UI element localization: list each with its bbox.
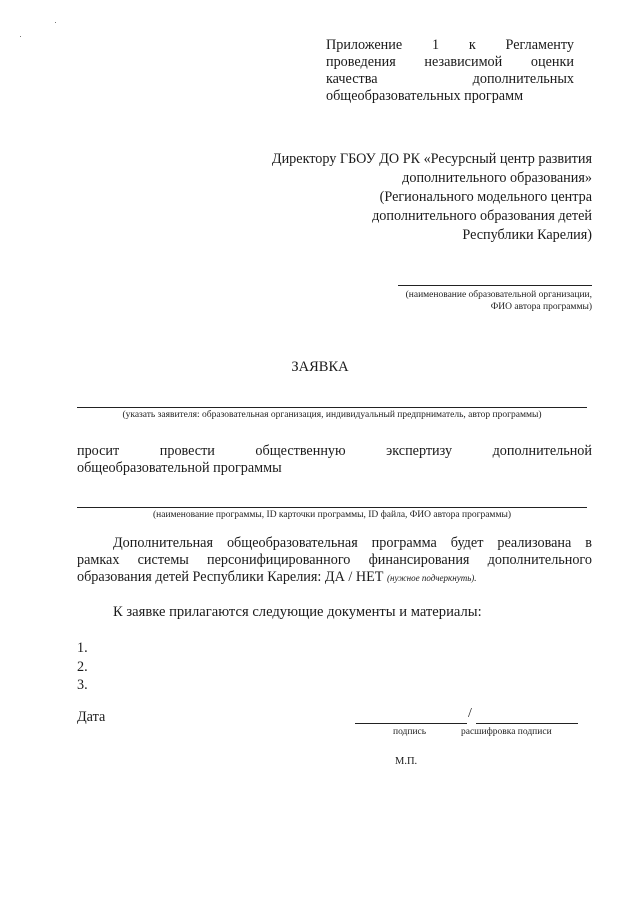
caption-line: (наименование образовательной организации, <box>405 290 592 300</box>
list-item: 2. <box>77 658 88 675</box>
appendix-block <box>326 37 574 105</box>
request-line: общеобразовательной программы <box>77 460 282 476</box>
addressee-line: Республики Карелия) <box>462 227 592 243</box>
funding-paragraph <box>77 535 592 587</box>
decode-caption: расшифровка подписи <box>461 727 552 737</box>
appendix-line: проведения независимой оценки <box>326 54 574 70</box>
appendix-line: качества дополнительных <box>326 71 574 87</box>
document-title: ЗАЯВКА <box>291 359 349 375</box>
date-label: Дата <box>77 709 106 725</box>
request-text <box>77 443 592 477</box>
stamp-place: М.П. <box>395 756 418 767</box>
addressee-line: дополнительного образования детей <box>372 208 592 224</box>
signature-separator: / <box>468 706 472 721</box>
list-item: 1. <box>77 640 88 656</box>
caption-line: ФИО автора программы) <box>490 302 592 312</box>
paragraph-line: Дополнительная общеобразовательная программа будет реализована в <box>113 535 592 551</box>
attachments-intro: К заявке прилагаются следующие документы и материалы: <box>113 604 482 620</box>
request-line: просит провести общественную экспертизу дополнительной <box>77 443 592 459</box>
appendix-line: общеобразовательных программ <box>326 88 524 104</box>
list-item: 3. <box>77 677 88 693</box>
addressee-line: дополнительного образования» <box>402 170 592 186</box>
program-caption: (наименование программы, ID карточки программы, ID файла, ФИО автора программы) <box>152 510 511 520</box>
program-line <box>77 507 587 508</box>
addressee-block <box>240 150 592 245</box>
signature-line <box>355 723 467 724</box>
scan-speck <box>20 36 21 37</box>
applicant-line <box>77 407 587 408</box>
attachments-list <box>77 639 88 695</box>
paragraph-line <box>77 569 592 587</box>
appendix-line: Приложение 1 к Регламенту <box>326 37 574 53</box>
choice-note: (нужное подчеркнуть). <box>387 573 477 583</box>
paragraph-line: рамках системы персонифицированного финансирования дополнительного <box>77 552 592 568</box>
organization-caption <box>330 289 592 313</box>
applicant-caption: (указать заявителя: образовательная организация, индивидуальный предпрниматель, автор программы) <box>122 410 542 420</box>
decode-line <box>476 723 578 724</box>
scan-speck <box>55 22 56 23</box>
organization-line <box>398 285 592 286</box>
addressee-line: Директору ГБОУ ДО РК «Ресурсный центр развития <box>271 151 592 167</box>
signature-caption: подпись <box>393 727 427 737</box>
yes-no-choice: образования детей Республики Карелия: ДА / НЕТ <box>77 569 384 585</box>
addressee-line: (Регионального модельного центра <box>379 189 592 205</box>
